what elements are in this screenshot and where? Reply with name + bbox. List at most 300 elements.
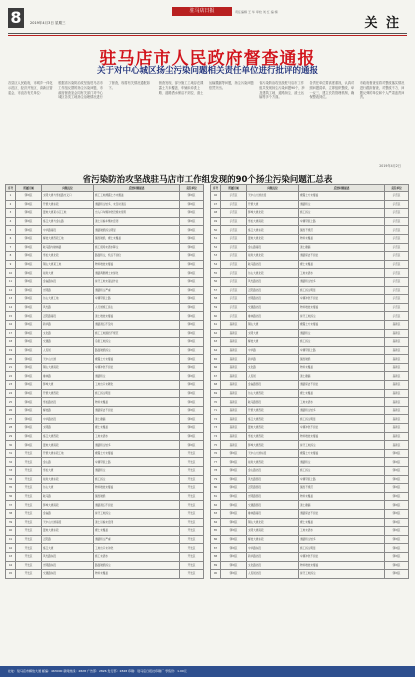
- table-cell: 围挡破损，裸土未覆盖: [94, 234, 180, 243]
- article-paragraph: 各县区人民政府，市城乡一体化示范区、经济开发区、高新区管委会，市直各有关单位：: [8, 81, 53, 95]
- table-row: [6, 467, 204, 476]
- table-cell: 驿城区: [16, 192, 42, 201]
- table-cell: 驿城区: [221, 484, 247, 493]
- table-cell: 渣土撒漏: [94, 415, 180, 424]
- table-cell: 渣土堆放未覆盖: [94, 312, 180, 321]
- table-cell: 开发区: [180, 535, 204, 544]
- table-cell: 道路积尘较多: [299, 277, 385, 286]
- table-cell: 驿城区: [180, 381, 204, 390]
- table-cell: 24: [6, 389, 16, 398]
- table-cell: 施工扬尘: [299, 338, 385, 347]
- table-cell: 23: [6, 381, 16, 390]
- table-cell: 驿城区: [180, 209, 204, 218]
- table-cell: 裸土未覆盖: [94, 424, 180, 433]
- table-cell: 5: [6, 226, 16, 235]
- table-cell: 裸露土方未覆盖: [94, 355, 180, 364]
- table-row: [211, 415, 409, 424]
- table-cell: 76: [211, 449, 221, 458]
- table-cell: 雪松大道南段: [247, 217, 299, 226]
- table-cell: 驿城区: [16, 260, 42, 269]
- table-cell: 11: [6, 277, 16, 286]
- table-cell: 高新区: [221, 338, 247, 347]
- table-cell: 驿城区: [16, 252, 42, 261]
- table-cell: 拆迁工地未湿法作业: [94, 277, 180, 286]
- table-cell: 驿城区: [180, 329, 204, 338]
- table-cell: 路面破损扬尘: [94, 561, 180, 570]
- table-row: [211, 346, 409, 355]
- table-cell: 高新区: [385, 355, 409, 364]
- table-cell: 开发区: [16, 535, 42, 544]
- table-row: [6, 406, 204, 415]
- table-cell: 示范区: [385, 286, 409, 295]
- table-cell: 驿城区: [385, 552, 409, 561]
- table-cell: 48: [211, 209, 221, 218]
- table-cell: 开发区: [180, 570, 204, 579]
- table-cell: 天中山大道东段: [247, 449, 299, 458]
- table-row: [211, 458, 409, 467]
- table-cell: 物料未覆盖: [299, 363, 385, 372]
- table-cell: 67: [211, 372, 221, 381]
- table-cell: 示范区: [385, 303, 409, 312]
- table-cell: 驿城区: [221, 492, 247, 501]
- table-row: [211, 535, 409, 544]
- table-cell: 解放大道: [247, 338, 299, 347]
- table-cell: 高新区: [385, 398, 409, 407]
- table-row: [6, 192, 204, 201]
- table-cell: 工地未洒水: [299, 527, 385, 536]
- table-cell: 骏马路西段: [247, 398, 299, 407]
- table-cell: 65: [211, 355, 221, 364]
- table-cell: 9: [6, 260, 16, 269]
- table-row: [6, 295, 204, 304]
- table-cell: 驿城区: [221, 570, 247, 579]
- table-cell: 28: [6, 424, 16, 433]
- table-cell: 施工现场未洒水降尘: [94, 243, 180, 252]
- table-cell: 中华路: [247, 346, 299, 355]
- table-cell: 示范区: [385, 312, 409, 321]
- table-cell: 驿城区: [16, 406, 42, 415]
- table-cell: 64: [211, 346, 221, 355]
- table-cell: 车辆带泥上路: [94, 458, 180, 467]
- table-cell: 驿城区: [385, 544, 409, 553]
- table-row: [211, 389, 409, 398]
- table-row: [6, 320, 204, 329]
- table-cell: 驿城区: [180, 217, 204, 226]
- table-row: [6, 372, 204, 381]
- table-cell: 31: [6, 449, 16, 458]
- table-cell: 驿城区: [221, 544, 247, 553]
- table-cell: 沿街工地扬尘: [94, 338, 180, 347]
- table-cell: 道路积尘: [299, 329, 385, 338]
- table-cell: 风光路西段: [247, 475, 299, 484]
- table-cell: 驿城区: [16, 346, 42, 355]
- table-cell: 开发区: [16, 544, 42, 553]
- table-cell: 驿城区: [180, 424, 204, 433]
- table-cell: 道路清扫不到位: [94, 501, 180, 510]
- table-cell: 17: [6, 329, 16, 338]
- table-cell: 施工扬尘明显: [299, 415, 385, 424]
- table-cell: 10: [6, 269, 16, 278]
- table-cell: 驿城区: [385, 561, 409, 570]
- table-cell: 文明路: [42, 424, 94, 433]
- table-cell: 驿城区: [385, 458, 409, 467]
- table-cell: 开发区: [16, 501, 42, 510]
- table-row: [6, 501, 204, 510]
- table-cell: 物料未覆盖: [299, 234, 385, 243]
- table-cell: 开发区: [180, 467, 204, 476]
- table-cell: 16: [6, 320, 16, 329]
- editor-meta: 责任编辑 王 华 审校 刘 红 编 辑: [235, 10, 278, 14]
- table-cell: 雪松路北段: [42, 398, 94, 407]
- table-cell: 铜山大道: [247, 320, 299, 329]
- table-cell: 道路清扫不及时: [94, 320, 180, 329]
- table-row: [211, 372, 409, 381]
- table-cell: 乐山大道工地: [42, 295, 94, 304]
- table-cell: 81: [211, 492, 221, 501]
- table-cell: 开发区: [180, 458, 204, 467]
- table-cell: 驿城区: [16, 372, 42, 381]
- table-cell: 渣土运输车辆未密闭: [94, 217, 180, 226]
- article-date-signature: 2019年4月2日: [379, 164, 401, 168]
- table-row: [6, 381, 204, 390]
- table-cell: 高新区: [385, 415, 409, 424]
- table-cell: 围挡破损: [299, 355, 385, 364]
- table-cell: 光明路西段: [247, 492, 299, 501]
- table-cell: 施工扬尘明显: [299, 286, 385, 295]
- table-row: [211, 243, 409, 252]
- table-cell: 路面积尘，机扫不到位: [94, 252, 180, 261]
- table-cell: 金山路北段: [247, 467, 299, 476]
- table-cell: 示范区: [221, 226, 247, 235]
- table-title: 省污染防治攻坚战驻马店市工作组发现的90个扬尘污染问题汇总表: [82, 175, 333, 185]
- table-cell: 物料未覆盖: [94, 570, 180, 579]
- table-cell: 1: [6, 192, 16, 201]
- table-cell: 开发区: [180, 449, 204, 458]
- table-cell: 高新区: [385, 338, 409, 347]
- table-cell: 驿城区: [180, 303, 204, 312]
- table-cell: 开发区: [180, 561, 204, 570]
- table-cell: 风光路: [42, 303, 94, 312]
- table-cell: 文化路: [247, 363, 299, 372]
- table-cell: 拆迁工地扬尘: [299, 441, 385, 450]
- table-row: [6, 561, 204, 570]
- table-cell: 46: [211, 192, 221, 201]
- table-cell: 置地大道东段: [42, 527, 94, 536]
- table-row: [6, 544, 204, 553]
- table-row: [6, 277, 204, 286]
- page-number: 8: [8, 8, 24, 28]
- table-cell: 高新区: [221, 389, 247, 398]
- table-cell: 88: [211, 552, 221, 561]
- table-cell: 道路积尘较多: [94, 441, 180, 450]
- table-cell: 文明大道与雪松路交叉口: [42, 192, 94, 201]
- table-cell: 开源大道东段: [42, 200, 94, 209]
- table-cell: 驿城区: [385, 535, 409, 544]
- table-cell: 围挡不规范: [299, 484, 385, 493]
- table-cell: 裸土未覆盖: [299, 260, 385, 269]
- table-cell: 施工工地围挡不规范: [94, 329, 180, 338]
- table-row: [211, 260, 409, 269]
- table-row: [211, 363, 409, 372]
- table-cell: 驿城区: [16, 338, 42, 347]
- table-cell: 66: [211, 363, 221, 372]
- table-cell: 高新区: [385, 329, 409, 338]
- table-cell: 38: [6, 509, 16, 518]
- table-cell: 乐山大道北段: [247, 269, 299, 278]
- table-cell: 驿城区: [221, 518, 247, 527]
- table-cell: 13: [6, 295, 16, 304]
- table-cell: 开发区: [16, 492, 42, 501]
- table-cell: 雪松大道西段: [247, 432, 299, 441]
- column-header: 所属区域: [16, 185, 42, 192]
- article-paragraph: 督查发现，部分施工工地存在裸露土方未覆盖、车辆未冲洗上路、道路洒水保洁不到位、渣土运输撒漏等问题，扬尘污染问题依然突出。: [158, 81, 254, 95]
- table-cell: 驿城区: [221, 552, 247, 561]
- table-cell: 示范区: [221, 209, 247, 218]
- table-cell: 开源大道东段工地: [42, 449, 94, 458]
- table-row: [6, 303, 204, 312]
- table-cell: 道路积尘: [299, 458, 385, 467]
- table-cell: 70: [211, 398, 221, 407]
- table-cell: 27: [6, 415, 16, 424]
- table-cell: 25: [6, 398, 16, 407]
- table-cell: 拆迁工地扬尘: [299, 312, 385, 321]
- table-row: [6, 432, 204, 441]
- table-cell: 驿城区: [16, 303, 42, 312]
- table-cell: 驿城区: [221, 501, 247, 510]
- table-cell: 72: [211, 415, 221, 424]
- table-cell: 车辆带泥上路: [299, 475, 385, 484]
- table-cell: 示范区: [385, 260, 409, 269]
- article-paragraph: 各责任单位要高度重视，认真对照问题清单，立即组织整改，举一反三，建立长效管理机制，确保整改到位。: [309, 81, 355, 100]
- table-cell: 驿城区: [16, 312, 42, 321]
- table-cell: 59: [211, 303, 221, 312]
- table-cell: 驿城区: [385, 518, 409, 527]
- table-cell: 驿城区: [221, 458, 247, 467]
- table-cell: 驿城区: [180, 260, 204, 269]
- table-row: [6, 312, 204, 321]
- table-cell: 工地出口未冲洗: [94, 544, 180, 553]
- table-cell: 驿城区: [16, 226, 42, 235]
- table-cell: 道路积尘严重: [94, 286, 180, 295]
- table-cell: 乐山大道西段: [247, 389, 299, 398]
- table-cell: 前进大道: [42, 269, 94, 278]
- table-cell: 高新区: [385, 389, 409, 398]
- table-cell: 高新区: [385, 406, 409, 415]
- table-cell: 橡林路: [42, 372, 94, 381]
- table-cell: 物料堆放未覆盖: [94, 484, 180, 493]
- table-row: [6, 329, 204, 338]
- table-cell: 道路积尘较多: [299, 406, 385, 415]
- table-cell: 高新区: [221, 441, 247, 450]
- table-cell: 开发区: [16, 570, 42, 579]
- table-cell: 骏马路北段: [247, 260, 299, 269]
- table-cell: 示范区: [221, 200, 247, 209]
- table-cell: 示范区: [221, 303, 247, 312]
- table-cell: 43: [6, 552, 16, 561]
- table-cell: 驿城区: [180, 320, 204, 329]
- table-row: [211, 561, 409, 570]
- table-cell: 高新区: [385, 424, 409, 433]
- table-row: [211, 484, 409, 493]
- table-cell: 61: [211, 320, 221, 329]
- table-cell: 裸土未覆盖: [94, 527, 180, 536]
- table-cell: 裸土未覆盖: [299, 518, 385, 527]
- table-cell: 施工未洒水: [94, 552, 180, 561]
- table-cell: 高新区: [385, 363, 409, 372]
- table-cell: 开发区: [16, 484, 42, 493]
- table-row: [211, 209, 409, 218]
- table-cell: 驿城区: [180, 200, 204, 209]
- header-accent-rule: [8, 35, 407, 36]
- table-cell: 高新区: [385, 346, 409, 355]
- table-cell: 新华路: [247, 355, 299, 364]
- table-cell: 29: [6, 432, 16, 441]
- table-cell: 驿城区: [221, 467, 247, 476]
- table-cell: 物料堆放未覆盖: [299, 432, 385, 441]
- table-cell: 驿城区: [385, 492, 409, 501]
- table-cell: 90: [211, 570, 221, 579]
- table-cell: 人民街北段: [247, 570, 299, 579]
- table-cell: 驿城区: [221, 561, 247, 570]
- page-header: [0, 0, 415, 38]
- table-cell: 驿城区: [180, 277, 204, 286]
- article-paragraph: 省污染防治攻坚战驻马店市工作组共发现扬尘污染问题90个，涉及建筑工地、道路扬尘、渣土运输等多个方面。: [259, 81, 305, 100]
- table-cell: 89: [211, 561, 221, 570]
- table-cell: 物料未覆盖: [94, 398, 180, 407]
- table-cell: 高新区: [221, 372, 247, 381]
- table-cell: 78: [211, 467, 221, 476]
- table-cell: 正阳路南段: [42, 312, 94, 321]
- issue-date: 2019年4月3日 星期三: [30, 21, 66, 25]
- column-header: 反馈问题描述: [299, 185, 385, 192]
- table-cell: 裸土未覆盖: [299, 389, 385, 398]
- table-cell: 52: [211, 243, 221, 252]
- table-cell: 施工工地裸露土方未覆盖: [94, 192, 180, 201]
- table-cell: 物料堆放未覆盖: [299, 303, 385, 312]
- table-cell: 驿城区: [180, 252, 204, 261]
- table-cell: 车辆冲洗不到位: [299, 295, 385, 304]
- table-cell: 34: [6, 475, 16, 484]
- table-row: [6, 389, 204, 398]
- table-row: [211, 269, 409, 278]
- table-row: [211, 200, 409, 209]
- table-cell: 驿城区: [385, 570, 409, 579]
- table-row: [211, 449, 409, 458]
- table-cell: 示范区: [221, 295, 247, 304]
- table-cell: 文明大道南段: [247, 527, 299, 536]
- table-cell: 71: [211, 406, 221, 415]
- table-cell: 驿城区: [16, 355, 42, 364]
- table-row: [6, 449, 204, 458]
- table-cell: 高新区: [221, 346, 247, 355]
- table-cell: 练江大道与金山路: [42, 217, 94, 226]
- table-cell: 高新区: [385, 432, 409, 441]
- table-cell: 天中山大道南段: [42, 518, 94, 527]
- table-cell: 驿城区: [385, 484, 409, 493]
- table-cell: 57: [211, 286, 221, 295]
- table-cell: 开发区: [180, 492, 204, 501]
- table-cell: 施工扬尘: [94, 475, 180, 484]
- table-cell: 85: [211, 527, 221, 536]
- table-cell: 驿城区: [221, 527, 247, 536]
- newspaper-masthead: 驻马店日报: [172, 7, 232, 16]
- table-cell: 驿城区: [16, 381, 42, 390]
- table-cell: 置地大道某小区工地: [42, 209, 94, 218]
- table-cell: 工地未洒水: [299, 398, 385, 407]
- table-row: [211, 570, 409, 579]
- table-cell: 开发区: [180, 475, 204, 484]
- table-cell: 示范区: [385, 243, 409, 252]
- table-row: [6, 398, 204, 407]
- table-row: [6, 527, 204, 536]
- table-cell: 15: [6, 312, 16, 321]
- table-row: [6, 209, 204, 218]
- table-cell: 21: [6, 363, 16, 372]
- table-cell: 天中山大道北段: [247, 192, 299, 201]
- table-cell: 驿城区: [16, 243, 42, 252]
- table-cell: 驿城区: [16, 415, 42, 424]
- table-cell: 示范区: [221, 243, 247, 252]
- table-cell: 前进大道东段: [42, 475, 94, 484]
- table-cell: 金雀路西段: [247, 381, 299, 390]
- table-cell: 练江大道东段: [247, 226, 299, 235]
- table-row: [211, 501, 409, 510]
- table-row: [211, 295, 409, 304]
- table-row: [211, 527, 409, 536]
- table-cell: 道路破损扬尘明显: [94, 226, 180, 235]
- table-cell: 文化路: [42, 329, 94, 338]
- table-cell: 高新区: [221, 381, 247, 390]
- table-cell: 驿城区: [16, 234, 42, 243]
- table-cell: 77: [211, 458, 221, 467]
- table-cell: 驿城区: [385, 509, 409, 518]
- table-cell: 39: [6, 518, 16, 527]
- section-title: 关 注: [364, 16, 401, 31]
- table-cell: 光明路: [42, 286, 94, 295]
- table-row: [211, 406, 409, 415]
- table-row: [211, 424, 409, 433]
- table-row: [211, 320, 409, 329]
- table-cell: 86: [211, 535, 221, 544]
- column-header: 责任单位: [385, 185, 409, 192]
- table-cell: 示范区: [221, 260, 247, 269]
- table-cell: 高新区: [221, 432, 247, 441]
- table-cell: 裸露土方未覆盖: [299, 192, 385, 201]
- table-row: [6, 492, 204, 501]
- table-cell: 正阳路西段: [247, 484, 299, 493]
- table-cell: 36: [6, 492, 16, 501]
- table-cell: 53: [211, 252, 221, 261]
- table-cell: 42: [6, 544, 16, 553]
- table-cell: 87: [211, 544, 221, 553]
- table-cell: 63: [211, 338, 221, 347]
- table-cell: 物料未覆盖: [299, 492, 385, 501]
- table-cell: 驿城区: [385, 527, 409, 536]
- table-cell: 驿城大道北段: [247, 209, 299, 218]
- table-cell: 74: [211, 432, 221, 441]
- table-cell: 橡林路南段: [247, 509, 299, 518]
- table-cell: 驿城区: [180, 192, 204, 201]
- table-cell: 拆迁工地扬尘: [94, 509, 180, 518]
- table-cell: 2: [6, 200, 16, 209]
- table-cell: 驿城区: [385, 475, 409, 484]
- table-cell: 驿城区: [16, 200, 42, 209]
- table-cell: 道路积尘较多，未及时清扫: [94, 200, 180, 209]
- table-cell: 新华路北段: [247, 552, 299, 561]
- table-cell: 路面破损扬尘: [94, 346, 180, 355]
- table-cell: 人民街: [247, 372, 299, 381]
- table-cell: 置地大道南段: [42, 441, 94, 450]
